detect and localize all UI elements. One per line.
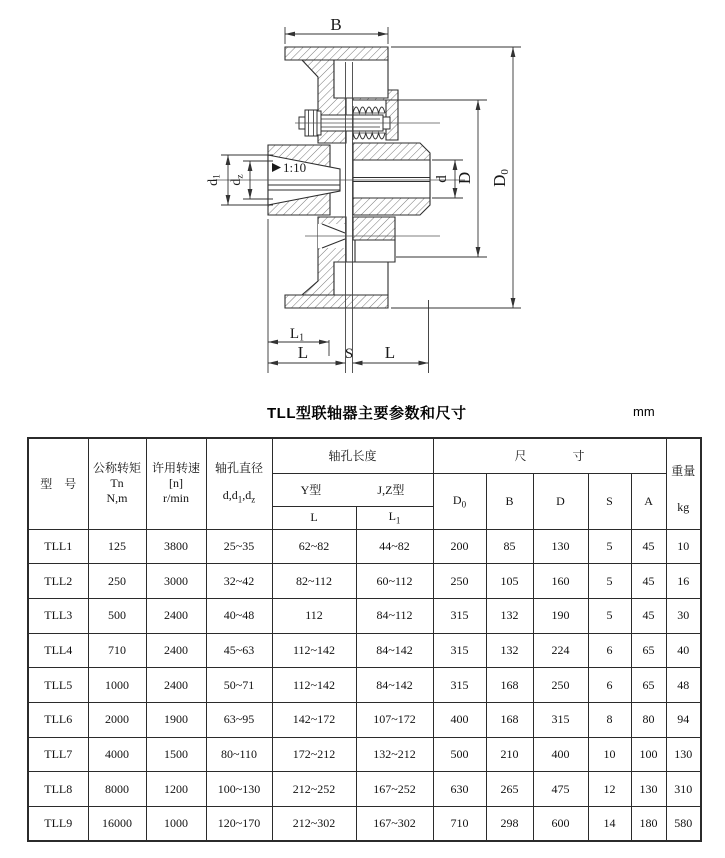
- value-cell: 172~212: [272, 737, 356, 772]
- value-cell: 82~112: [272, 564, 356, 599]
- value-cell: 45: [631, 598, 666, 633]
- model-cell: TLL2: [28, 564, 88, 599]
- value-cell: 105: [486, 564, 533, 599]
- value-cell: 132: [486, 633, 533, 668]
- bore-dia-label: 轴孔直径: [214, 460, 263, 475]
- table-unit: mm: [633, 404, 655, 419]
- col-header-model: 型 号: [28, 438, 88, 529]
- dimensions-char-1: 尺: [514, 449, 527, 464]
- value-cell: 14: [588, 807, 631, 842]
- value-cell: 630: [433, 772, 486, 807]
- table-row: [28, 668, 701, 703]
- value-cell: 400: [533, 737, 588, 772]
- model-cell: TLL1: [28, 529, 88, 564]
- value-cell: 1200: [146, 772, 206, 807]
- col-header-D: D: [533, 473, 588, 529]
- value-cell: 120~170: [206, 807, 272, 842]
- value-cell: 8000: [88, 772, 146, 807]
- col-header-A: A: [631, 473, 666, 529]
- table-title: TLL型联轴器主要参数和尺寸: [267, 405, 467, 422]
- col-header-bore-length: 轴孔长度: [272, 438, 433, 473]
- col-header-L1: $L_1$: [356, 506, 433, 529]
- dim-label-L-right: L: [384, 343, 396, 362]
- value-cell: 40~48: [206, 598, 272, 633]
- value-cell: 85: [486, 529, 533, 564]
- dim-label-D0: D0: [490, 169, 511, 187]
- value-cell: 212~302: [272, 807, 356, 842]
- value-cell: 168: [486, 702, 533, 737]
- model-cell: TLL7: [28, 737, 88, 772]
- speed-symbol: [n]: [169, 476, 183, 491]
- value-cell: 3800: [146, 529, 206, 564]
- value-cell: 160: [533, 564, 588, 599]
- value-cell: 125: [88, 529, 146, 564]
- value-cell: 500: [433, 737, 486, 772]
- value-cell: 142~172: [272, 702, 356, 737]
- dim-label-B: B: [330, 15, 342, 34]
- value-cell: 10: [588, 737, 631, 772]
- value-cell: 315: [433, 668, 486, 703]
- col-header-torque: [88, 438, 146, 529]
- dim-label-D: D: [455, 171, 474, 185]
- table-row: [28, 633, 701, 668]
- value-cell: 45: [631, 529, 666, 564]
- value-cell: 167~302: [356, 807, 433, 842]
- dim-label-L-left: L: [297, 343, 309, 362]
- table-row: [28, 702, 701, 737]
- value-cell: 5: [588, 598, 631, 633]
- value-cell: 315: [433, 598, 486, 633]
- col-header-D0: $D_0$: [433, 473, 486, 529]
- value-cell: 84~142: [356, 633, 433, 668]
- speed-label: 许用转速: [151, 461, 200, 476]
- value-cell: 298: [486, 807, 533, 842]
- value-cell: 80~110: [206, 737, 272, 772]
- value-cell: 50~71: [206, 668, 272, 703]
- value-cell: 250: [88, 564, 146, 599]
- model-cell: TLL3: [28, 598, 88, 633]
- model-cell: TLL5: [28, 668, 88, 703]
- value-cell: 130: [666, 737, 701, 772]
- value-cell: 30: [666, 598, 701, 633]
- value-cell: 250: [433, 564, 486, 599]
- value-cell: 500: [88, 598, 146, 633]
- value-cell: 4000: [88, 737, 146, 772]
- value-cell: 8: [588, 702, 631, 737]
- speed-unit: r/min: [163, 491, 189, 506]
- model-cell: TLL9: [28, 807, 88, 842]
- col-header-weight: [666, 438, 701, 529]
- weight-unit: kg: [677, 499, 690, 514]
- y-type-label: Y型: [300, 483, 322, 497]
- dim-label-d1: d1: [206, 174, 223, 186]
- dim-label-d: d: [434, 175, 450, 183]
- value-cell: 94: [666, 702, 701, 737]
- value-cell: 130: [533, 529, 588, 564]
- value-cell: 2400: [146, 598, 206, 633]
- value-cell: 2400: [146, 633, 206, 668]
- value-cell: 3000: [146, 564, 206, 599]
- value-cell: 265: [486, 772, 533, 807]
- value-cell: 400: [433, 702, 486, 737]
- value-cell: 212~252: [272, 772, 356, 807]
- value-cell: 710: [88, 633, 146, 668]
- dim-label-L1: L1: [289, 326, 305, 344]
- value-cell: 2000: [88, 702, 146, 737]
- value-cell: 132: [486, 598, 533, 633]
- col-header-S: S: [588, 473, 631, 529]
- value-cell: 60~112: [356, 564, 433, 599]
- value-cell: 112~142: [272, 633, 356, 668]
- table-row: [28, 564, 701, 599]
- value-cell: 32~42: [206, 564, 272, 599]
- bore-dia-symbols: $d,d_1,d_z$: [222, 487, 256, 504]
- value-cell: 62~82: [272, 529, 356, 564]
- weight-label: 重量: [671, 463, 696, 478]
- value-cell: 12: [588, 772, 631, 807]
- table-row: [28, 807, 701, 842]
- value-cell: 1000: [88, 668, 146, 703]
- value-cell: 1900: [146, 702, 206, 737]
- dim-label-S: S: [344, 346, 354, 362]
- col-header-bore-types: [272, 473, 433, 506]
- col-header-bore-diameter: [206, 438, 272, 529]
- value-cell: 200: [433, 529, 486, 564]
- value-cell: 44~82: [356, 529, 433, 564]
- jz-type-label: J,Z型: [377, 483, 405, 497]
- value-cell: 190: [533, 598, 588, 633]
- value-cell: 63~95: [206, 702, 272, 737]
- value-cell: 45: [631, 564, 666, 599]
- dimensions-char-2: 寸: [572, 449, 585, 464]
- value-cell: 250: [533, 668, 588, 703]
- value-cell: 5: [588, 564, 631, 599]
- value-cell: 45~63: [206, 633, 272, 668]
- value-cell: 25~35: [206, 529, 272, 564]
- parameter-table: [27, 437, 702, 842]
- value-cell: 80: [631, 702, 666, 737]
- table-row: [28, 598, 701, 633]
- taper-label: 1:10: [283, 160, 307, 175]
- value-cell: 65: [631, 668, 666, 703]
- value-cell: 112: [272, 598, 356, 633]
- value-cell: 167~252: [356, 772, 433, 807]
- model-cell: TLL8: [28, 772, 88, 807]
- value-cell: 315: [533, 702, 588, 737]
- value-cell: 315: [433, 633, 486, 668]
- value-cell: 100: [631, 737, 666, 772]
- value-cell: 180: [631, 807, 666, 842]
- table-body: [28, 529, 701, 841]
- value-cell: 84~112: [356, 598, 433, 633]
- col-header-L: L: [272, 506, 356, 529]
- col-header-B: B: [486, 473, 533, 529]
- value-cell: 5: [588, 529, 631, 564]
- value-cell: 1000: [146, 807, 206, 842]
- torque-symbol: Tn: [110, 476, 124, 491]
- value-cell: 112~142: [272, 668, 356, 703]
- value-cell: 1500: [146, 737, 206, 772]
- value-cell: 10: [666, 529, 701, 564]
- value-cell: 224: [533, 633, 588, 668]
- value-cell: 6: [588, 668, 631, 703]
- torque-label: 公称转矩: [92, 461, 141, 476]
- value-cell: 65: [631, 633, 666, 668]
- value-cell: 84~142: [356, 668, 433, 703]
- value-cell: 132~212: [356, 737, 433, 772]
- value-cell: 40: [666, 633, 701, 668]
- table-row: [28, 772, 701, 807]
- value-cell: 600: [533, 807, 588, 842]
- value-cell: 210: [486, 737, 533, 772]
- table-row: [28, 529, 701, 564]
- value-cell: 710: [433, 807, 486, 842]
- table-row: [28, 737, 701, 772]
- value-cell: 2400: [146, 668, 206, 703]
- coupling-section-drawing: [0, 0, 725, 398]
- value-cell: 310: [666, 772, 701, 807]
- value-cell: 475: [533, 772, 588, 807]
- dim-label-dz: dz: [229, 174, 246, 186]
- value-cell: 100~130: [206, 772, 272, 807]
- value-cell: 130: [631, 772, 666, 807]
- value-cell: 48: [666, 668, 701, 703]
- value-cell: 16: [666, 564, 701, 599]
- value-cell: 16000: [88, 807, 146, 842]
- col-header-speed: [146, 438, 206, 529]
- value-cell: 6: [588, 633, 631, 668]
- torque-unit: N,m: [106, 491, 128, 506]
- value-cell: 107~172: [356, 702, 433, 737]
- value-cell: 580: [666, 807, 701, 842]
- value-cell: 168: [486, 668, 533, 703]
- model-cell: TLL6: [28, 702, 88, 737]
- col-header-dimensions: [433, 438, 666, 473]
- model-cell: TLL4: [28, 633, 88, 668]
